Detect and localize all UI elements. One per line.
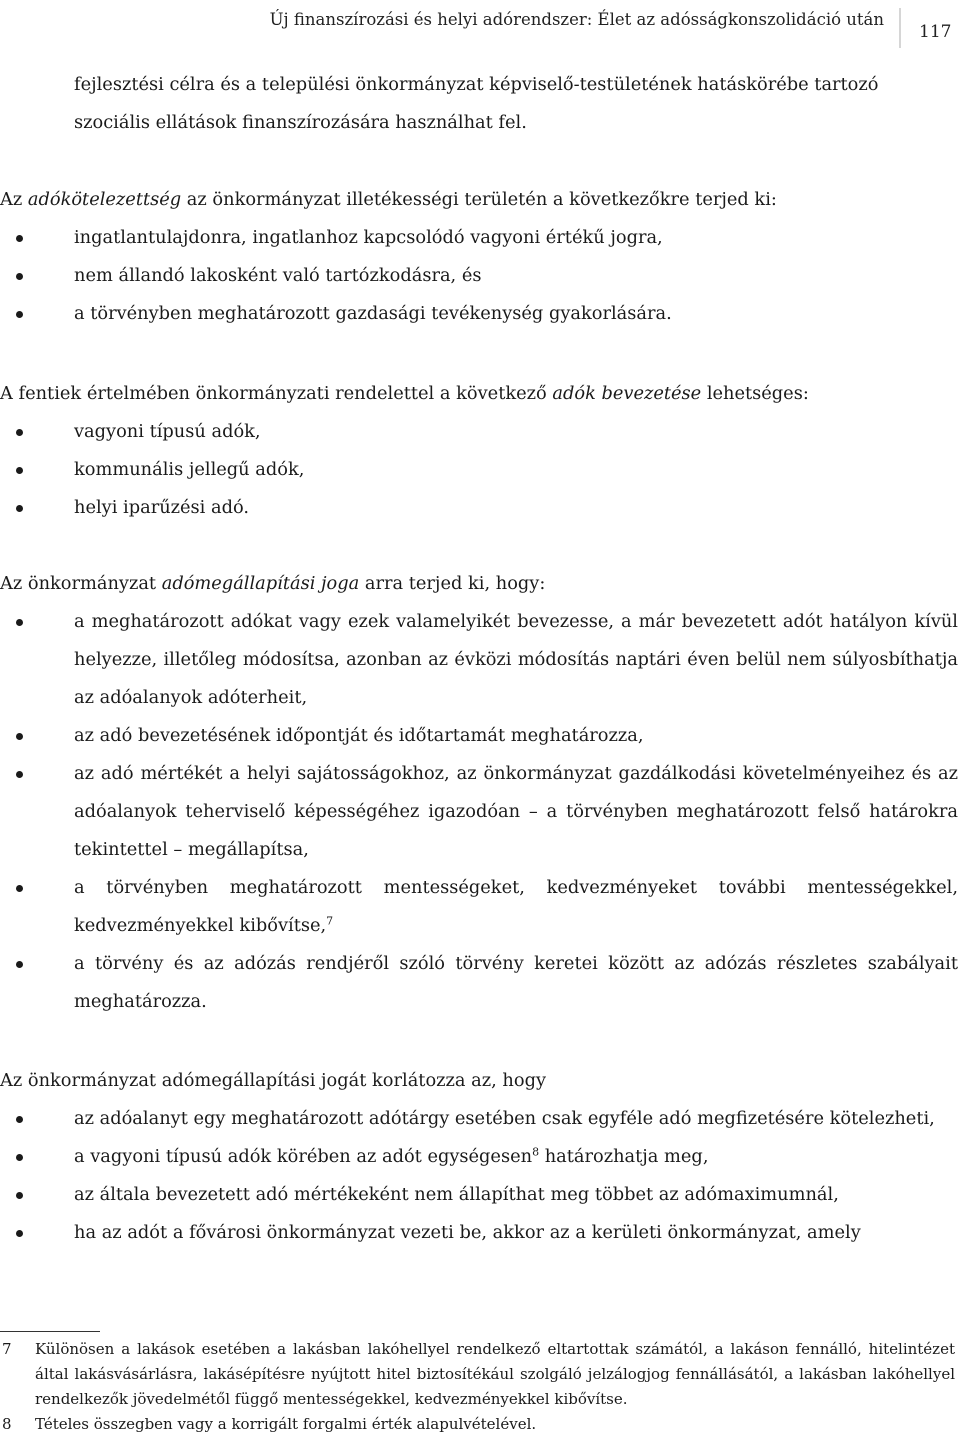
section2-list <box>0 413 958 527</box>
footnote-separator <box>0 1331 100 1332</box>
intro-continuation: fejlesztési célra és a települési önkormányzat képviselő-testületének hatáskörébe tartozó szociális ellátások finanszírozására használhat fel. <box>74 74 879 133</box>
term-adok-bevezetese: adók bevezetése <box>552 383 702 404</box>
term-adokotelezettseg: adókötelezettség <box>27 189 182 210</box>
term-adomegallapitasi-joga: adómegállapítási joga <box>161 573 360 594</box>
footnote-ref-8[interactable]: 8 <box>532 1145 540 1159</box>
footnotes <box>0 1337 958 1437</box>
section1-list <box>0 219 958 333</box>
list-item: a meghatározott adókat vagy ezek valamelyikét bevezesse, a már bevezetett adót hatályon kívül helyezze, illetőleg módosítsa, azonban az évközi módosítás naptári éven belül nem súlyosbíthatja az adóalanyok adóterheit, <box>0 603 958 717</box>
section1-lead: Az adókötelezettség az önkormányzat illetékességi területén a következőkre terjed ki: <box>0 189 777 210</box>
section3-list <box>0 603 958 1021</box>
list-item: a törvény és az adózás rendjéről szóló törvény keretei között az adózás részletes szabályait meghatározza. <box>0 945 958 1021</box>
list-item: az általa bevezetett adó mértékeként nem állapíthat meg többet az adómaximumnál, <box>0 1176 958 1214</box>
list-item: nem állandó lakosként való tartózkodásra, és <box>0 257 958 295</box>
list-item: a vagyoni típusú adók körében az adót egységesen$^8$ határozhatja meg, <box>0 1138 958 1176</box>
list-item: a törvényben meghatározott mentességeket, kedvezményeket további mentességekkel, kedvezményekkel kibővítse,$^7$ <box>0 869 958 945</box>
section4-list <box>0 1100 958 1252</box>
list-item: ha az adót a fővárosi önkormányzat vezeti be, akkor az a kerületi önkormányzat, amely <box>0 1214 958 1252</box>
list-item: helyi iparűzési adó. <box>0 489 958 527</box>
footnote-text: Különösen a lakások esetében a lakásban lakóhellyel rendelkező eltartottak számától, a lakáson fennálló, hitelintézet által lakásvásárlásra, lakásépítésre nyújtott hitel biztosítékául szolgáló jelzálogjog fennállásától, a lakásban lakóhellyel rendelkezők jövedelmétől függő mentességekkel, kedvezményekkel kibővítse. <box>35 1340 955 1408</box>
footnote-8 <box>0 1412 955 1437</box>
header-divider <box>899 8 901 48</box>
list-item: az adó bevezetésének időpontját és időtartamát meghatározza, <box>0 717 958 755</box>
section4-lead: Az önkormányzat adómegállapítási jogát korlátozza az, hogy <box>0 1070 547 1091</box>
running-title: Új finanszírozási és helyi adórendszer: Élet az adósságkonszolidáció után <box>269 10 884 29</box>
list-item: a törvényben meghatározott gazdasági tevékenység gyakorlására. <box>0 295 958 333</box>
footnote-number: 7 <box>2 1340 12 1358</box>
footnote-text: Tételes összegben vagy a korrigált forgalmi érték alapulvételével. <box>35 1415 537 1433</box>
list-item: kommunális jellegű adók, <box>0 451 958 489</box>
section3-lead: Az önkormányzat adómegállapítási joga arra terjed ki, hogy: <box>0 573 546 594</box>
footnote-number: 8 <box>2 1415 12 1433</box>
footnote-ref-7[interactable]: 7 <box>326 914 334 928</box>
running-header <box>0 6 960 46</box>
list-item: az adó mértékét a helyi sajátosságokhoz, az önkormányzat gazdálkodási követelményeihez és az adóalanyok teherviselő képességéhez igazodóan – a törvényben meghatározott felső határokra tekintettel – megállapítsa, <box>0 755 958 869</box>
section2-lead: A fentiek értelmében önkormányzati rendelettel a következő adók bevezetése lehetséges: <box>0 383 809 404</box>
footnote-7 <box>0 1337 955 1412</box>
list-item: az adóalanyt egy meghatározott adótárgy esetében csak egyféle adó megfizetésére kötelezheti, <box>0 1100 958 1138</box>
page-number: 117 <box>919 22 952 42</box>
list-item: ingatlantulajdonra, ingatlanhoz kapcsolódó vagyoni értékű jogra, <box>0 219 958 257</box>
list-item: vagyoni típusú adók, <box>0 413 958 451</box>
